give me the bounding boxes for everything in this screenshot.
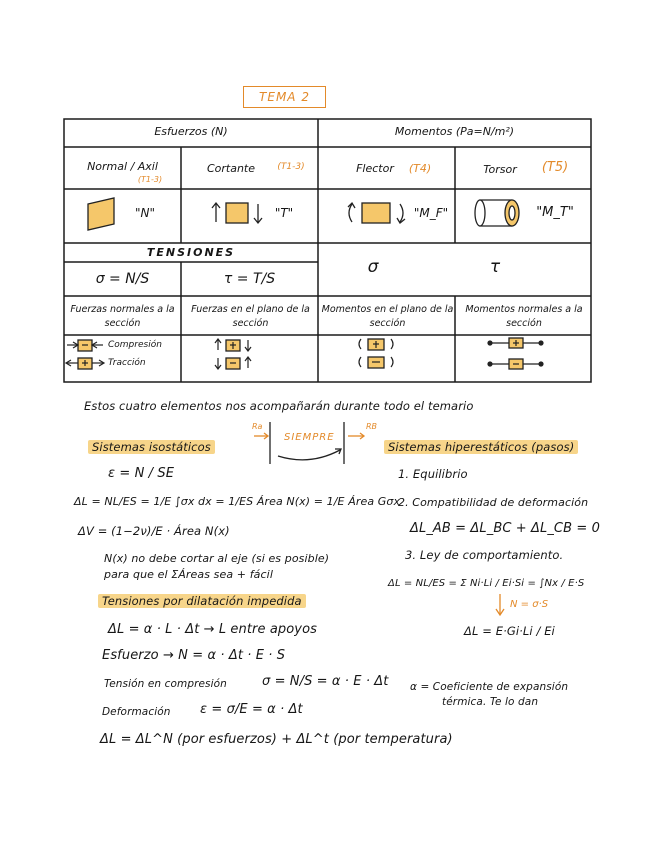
td-line5: ΔL = ΔL^N (por esfuerzos) + ΔL^t (por temperatura) [100, 732, 453, 747]
td-line2: Esfuerzo → N = α · Δt · E · S [102, 648, 286, 663]
flector-ref: (T4) [408, 162, 432, 175]
desc-cortante: Fuerzas en el plano de la sección [191, 304, 310, 329]
arrow-down-icon [494, 594, 508, 616]
eps-formula: ε = N / SE [108, 466, 175, 481]
siempre-label: SIEMPRE [284, 432, 335, 443]
td-line3-label: Tensión en compresión [104, 678, 227, 690]
symbol-n: "N" [134, 206, 155, 220]
intro-text: Estos cuatro elementos nos acompañarán durante todo el temario [84, 399, 474, 413]
tau-symbol: τ [489, 257, 501, 277]
traction-icon [66, 358, 104, 369]
alpha-line2: térmica. Te lo dan [442, 696, 539, 708]
desc-normal: Fuerzas normales a la sección [70, 304, 175, 329]
torsor-ref: (T5) [541, 160, 569, 175]
symbol-t: "T" [274, 206, 294, 220]
dv-formula: ΔV = (1−2ν)/E · Área N(x) [78, 524, 230, 538]
cortante-ref: (T1-3) [277, 162, 305, 172]
paso-3: 3. Ley de comportamiento. [405, 548, 564, 562]
td-line1: ΔL = α · L · Δt → L entre apoyos [108, 622, 318, 637]
traccion-label: Tracción [108, 358, 146, 368]
cortante-header: Cortante [206, 162, 256, 175]
isostaticos-label: Sistemas isostáticos [88, 440, 215, 454]
td-line4-label: Deformación [102, 706, 171, 718]
dl-formula: ΔL = NL/ES = 1/E ∫σx dx = 1/ES Área N(x) = 1/E Área Gσx [74, 495, 401, 508]
paso-2: 2. Compatibilidad de deformación [398, 496, 589, 509]
shear-force-icon [212, 203, 262, 223]
compresion-label: Compresión [108, 340, 162, 350]
note-line2: para que el ΣÁreas sea + fácil [104, 568, 273, 581]
sigma-symbol: σ [367, 257, 379, 277]
td-line3: σ = N/S = α · E · Δt [262, 674, 389, 689]
n-sigma-s: N = σ·S [510, 599, 549, 610]
normal-ref: (T1-3) [137, 175, 163, 184]
note-line1: N(x) no debe cortar al eje (si es posible) [104, 552, 330, 565]
tau-formula: τ = T/S [223, 271, 276, 287]
ra-label: Ra [252, 422, 263, 431]
momentos-header: Momentos (Pa=N/m²) [394, 125, 515, 138]
ley-eq: ΔL = NL/ES = Σ Ni·Li / Ei·Si = ∫Nx / E·S [388, 578, 585, 589]
torsor-header: Torsor [483, 163, 517, 176]
page-title: TEMA 2 [243, 86, 326, 108]
compat-eq: ΔL_AB = ΔL_BC + ΔL_CB = 0 [410, 521, 600, 536]
dilatacion-heading: Tensiones por dilatación impedida [98, 594, 306, 608]
shear-sign-icons [215, 339, 251, 369]
torsion-cylinder-icon [475, 200, 519, 226]
alpha-line1: α = Coeficiente de expansión [410, 681, 569, 693]
desc-flector: Momentos en el plano de la sección [321, 304, 454, 329]
torsion-sign-icons [488, 338, 543, 369]
tensiones-header: TENSIONES [146, 246, 236, 259]
rb-label: RB [366, 422, 378, 431]
symbol-mf: "M_F" [413, 206, 449, 220]
dl-final: ΔL = E·Gi·Li / Ei [464, 624, 555, 638]
sigma-formula: σ = N/S [95, 271, 150, 287]
paso-1: 1. Equilibrio [398, 467, 468, 481]
bending-sign-icons [359, 339, 393, 368]
desc-torsor: Momentos normales a la sección [465, 304, 583, 329]
normal-force-icon [88, 198, 114, 230]
bending-moment-icon [348, 203, 405, 223]
td-line4: ε = σ/E = α · Δt [200, 702, 303, 717]
normal-header: Normal / Axil [87, 160, 158, 173]
esfuerzos-header: Esfuerzos (N) [154, 125, 228, 138]
symbol-mt: "M_T" [536, 205, 574, 220]
hiperestaticos-label: Sistemas hiperestáticos (pasos) [384, 440, 578, 454]
compression-icon [67, 340, 103, 351]
flector-header: Flector [356, 162, 394, 175]
